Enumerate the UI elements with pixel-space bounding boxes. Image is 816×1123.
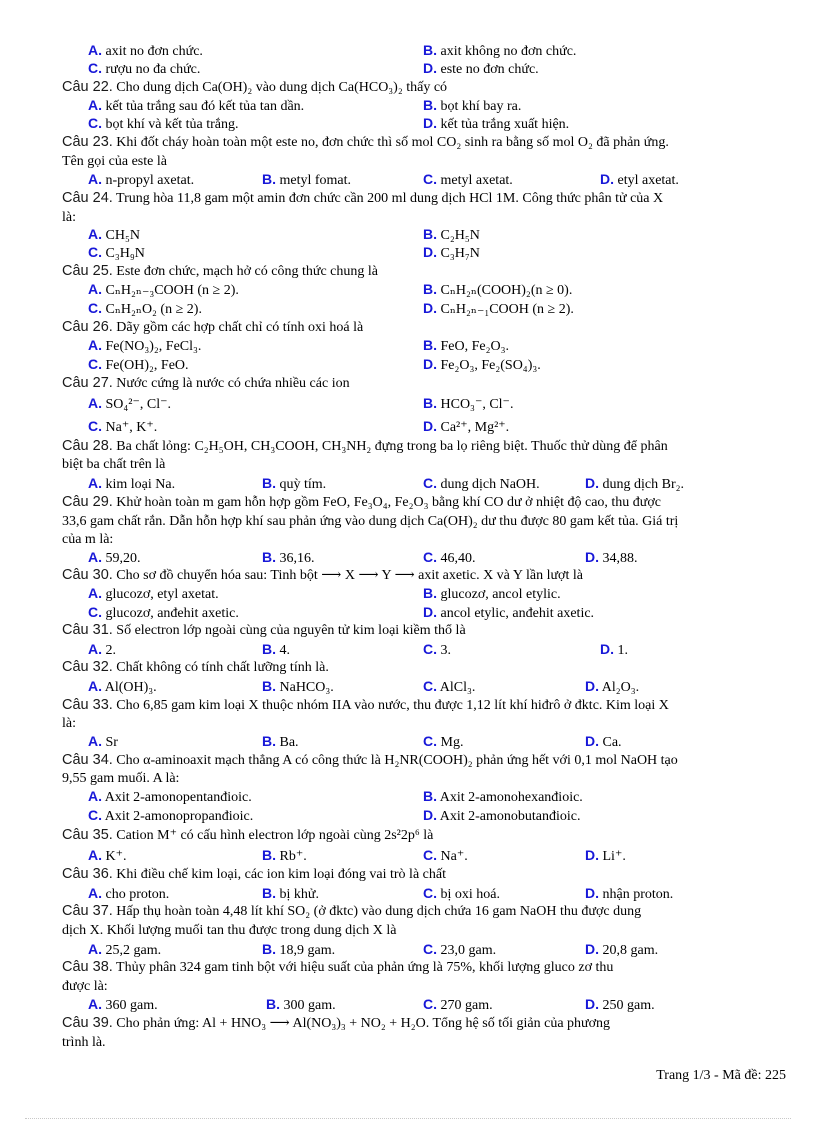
- option-letter: B.: [423, 42, 437, 58]
- answer-option: D. kết tủa trắng xuất hiện.: [423, 115, 570, 132]
- option-letter: A.: [88, 395, 102, 411]
- option-letter: C.: [423, 733, 437, 749]
- option-letter: B.: [423, 337, 437, 353]
- answer-option: D. Ca.: [585, 733, 622, 750]
- option-letter: C.: [423, 475, 437, 491]
- answer-option: A. 25,2 gam.: [88, 941, 162, 958]
- text-line: [0, 806, 816, 825]
- option-letter: A.: [88, 226, 102, 242]
- option-letter: D.: [423, 115, 437, 131]
- question-stem: Câu 33. Cho 6,85 gam kim loại X thuộc nhóm IIA vào nước, thu được 1,12 lít khí hiđrô ở đktc. Kim loại X: [62, 697, 669, 713]
- question-stem: Câu 38. Thủy phân 324 gam tinh bột với hiệu suất của phản ứng là 75%, khối lượng gluco zơ thu: [62, 959, 614, 975]
- text-line: [0, 437, 816, 456]
- page-bottom-border: [25, 1118, 791, 1119]
- question-stem: Câu 29. Khử hoàn toàn m gam hỗn hợp gồm FeO, Fe₃O₄, Fe₂O₃ bằng khí CO dư ở nhiệt độ cao, thu được: [62, 494, 662, 510]
- question-text: 9,55 gam muối. A là:: [62, 771, 180, 786]
- option-letter: A.: [88, 733, 102, 749]
- answer-option: B. C₂H₅N: [423, 226, 480, 243]
- option-letter: A.: [88, 585, 102, 601]
- option-letter: C.: [423, 941, 437, 957]
- question-number: Câu 27.: [62, 375, 113, 391]
- question-number: Câu 26.: [62, 319, 113, 335]
- option-letter: D.: [423, 356, 437, 372]
- text-line: [0, 114, 816, 133]
- answer-option: B. 36,16.: [262, 549, 315, 566]
- text-line: [0, 566, 816, 585]
- option-letter: C.: [88, 244, 102, 260]
- answer-option: D. nhận proton.: [585, 885, 674, 902]
- answer-option: A. Axit 2-amonopentanđioic.: [88, 788, 252, 805]
- answer-option: A. kim loại Na.: [88, 475, 176, 492]
- option-letter: A.: [88, 42, 102, 58]
- text-line: [0, 977, 816, 996]
- option-letter: B.: [262, 847, 276, 863]
- option-letter: B.: [423, 585, 437, 601]
- text-line: [0, 189, 816, 208]
- question-number: Câu 24.: [62, 190, 113, 206]
- question-text: dịch X. Khối lượng muối tan thu được trong dung dịch X là: [62, 923, 397, 938]
- answer-option: C. dung dịch NaOH.: [423, 475, 540, 492]
- answer-option: A. CH₅N: [88, 226, 140, 243]
- question-text: biệt ba chất trên là: [62, 457, 166, 472]
- answer-option: B. 18,9 gam.: [262, 941, 336, 958]
- text-line: [0, 940, 816, 959]
- answer-option: A. K⁺.: [88, 847, 127, 864]
- text-line: [0, 417, 816, 436]
- text-line: [0, 714, 816, 733]
- answer-option: C. CₙH₂ₙO₂ (n ≥ 2).: [88, 300, 202, 317]
- question-number: Câu 35.: [62, 827, 113, 843]
- question-number: Câu 38.: [62, 959, 113, 975]
- answer-option: C. metyl axetat.: [423, 171, 513, 188]
- question-text: trình là.: [62, 1035, 106, 1050]
- text-line: [0, 133, 816, 152]
- option-letter: C.: [423, 549, 437, 565]
- question-stem: Câu 30. Cho sơ đồ chuyển hóa sau: Tinh bột ⟶ X ⟶ Y ⟶ axit axetic. X và Y lần lượt là: [62, 567, 583, 583]
- text-line: [0, 493, 816, 512]
- question-stem: Câu 24. Trung hòa 11,8 gam một amin đơn chức cần 200 ml dung dịch HCl 1M. Công thức phân tử của X: [62, 190, 664, 206]
- option-letter: A.: [88, 996, 102, 1012]
- text-line: [0, 865, 816, 884]
- option-letter: A.: [88, 847, 102, 863]
- answer-option: B. bị khử.: [262, 885, 319, 902]
- option-letter: D.: [600, 171, 614, 187]
- option-letter: D.: [585, 996, 599, 1012]
- answer-option: B. metyl fomat.: [262, 171, 352, 188]
- answer-option: C. Axit 2-amonopropanđioic.: [88, 807, 254, 824]
- text-line: [0, 732, 816, 751]
- answer-option: D. 20,8 gam.: [585, 941, 659, 958]
- question-stem: Câu 34. Cho α-aminoaxit mạch thẳng A có công thức là H₂NR(COOH)₂ phản ứng hết với 0,1 mol NaOH tạo: [62, 752, 678, 768]
- text-line: [0, 374, 816, 393]
- option-letter: C.: [88, 418, 102, 434]
- answer-option: D. este no đơn chức.: [423, 60, 539, 77]
- question-number: Câu 31.: [62, 622, 113, 638]
- question-number: Câu 22.: [62, 79, 113, 95]
- text-line: [0, 958, 816, 977]
- answer-option: D. Fe₂O₃, Fe₂(SO₄)₃.: [423, 356, 541, 373]
- option-letter: B.: [423, 281, 437, 297]
- answer-option: D. etyl axetat.: [600, 171, 679, 188]
- answer-option: A. SO₄²⁻, Cl⁻.: [88, 395, 171, 412]
- option-letter: C.: [88, 604, 102, 620]
- answer-option: B. Axit 2-amonohexanđioic.: [423, 788, 583, 805]
- text-line: [0, 243, 816, 262]
- answer-option: C. Mg.: [423, 733, 464, 750]
- text-line: [0, 394, 816, 413]
- answer-option: B. FeO, Fe₂O₃.: [423, 337, 509, 354]
- answer-option: D. Axit 2-amonobutanđioic.: [423, 807, 581, 824]
- answer-option: B. HCO₃⁻, Cl⁻.: [423, 395, 514, 412]
- option-letter: D.: [585, 549, 599, 565]
- answer-option: B. glucozơ, ancol etylic.: [423, 585, 561, 602]
- answer-option: D. 1.: [600, 641, 628, 658]
- answer-option: B. 300 gam.: [266, 996, 336, 1013]
- text-line: [0, 548, 816, 567]
- question-stem: Câu 25. Este đơn chức, mạch hở có công thức chung là: [62, 263, 378, 279]
- option-letter: C.: [88, 356, 102, 372]
- option-letter: B.: [423, 395, 437, 411]
- text-line: [0, 170, 816, 189]
- text-line: [0, 658, 816, 677]
- answer-option: A. Sr: [88, 733, 118, 750]
- answer-option: C. Fe(OH)₂, FeO.: [88, 356, 189, 373]
- answer-option: A. 2.: [88, 641, 116, 658]
- text-line: [0, 696, 816, 715]
- answer-option: B. CₙH₂ₙ(COOH)₂(n ≥ 0).: [423, 281, 573, 298]
- option-letter: A.: [88, 885, 102, 901]
- answer-option: C. 23,0 gam.: [423, 941, 497, 958]
- answer-option: B. axit không no đơn chức.: [423, 42, 577, 59]
- question-stem: Câu 23. Khi đốt cháy hoàn toàn một este no, đơn chức thì số mol CO₂ sinh ra bằng số mol O₂ đã phản ứng.: [62, 134, 669, 150]
- question-text: được là:: [62, 979, 108, 994]
- text-line: [0, 995, 816, 1014]
- option-letter: A.: [88, 678, 102, 694]
- text-line: [0, 474, 816, 493]
- text-line: [0, 902, 816, 921]
- answer-option: B. bọt khí bay ra.: [423, 97, 522, 114]
- option-letter: B.: [262, 733, 276, 749]
- question-stem: Câu 36. Khi điều chế kim loại, các ion kim loại đóng vai trò là chất: [62, 866, 446, 882]
- option-letter: D.: [585, 847, 599, 863]
- text-line: [0, 59, 816, 78]
- question-stem: Câu 32. Chất không có tính chất lưỡng tính là.: [62, 659, 329, 675]
- option-letter: C.: [423, 847, 437, 863]
- answer-option: D. ancol etylic, anđehit axetic.: [423, 604, 595, 621]
- option-letter: C.: [88, 807, 102, 823]
- question-stem: Câu 37. Hấp thụ hoàn toàn 4,48 lít khí SO₂ (ở đktc) vào dung dịch chứa 16 gam NaOH thu được dung: [62, 903, 642, 919]
- text-line: [0, 1014, 816, 1033]
- option-letter: D.: [423, 418, 437, 434]
- option-letter: A.: [88, 641, 102, 657]
- option-letter: B.: [262, 549, 276, 565]
- answer-option: A. 360 gam.: [88, 996, 158, 1013]
- answer-option: B. quỳ tím.: [262, 475, 327, 492]
- answer-option: A. axit no đơn chức.: [88, 42, 203, 59]
- text-line: [0, 96, 816, 115]
- answer-option: A. Al(OH)₃.: [88, 678, 157, 695]
- option-letter: C.: [88, 300, 102, 316]
- text-line: [0, 640, 816, 659]
- answer-option: C. C₃H₉N: [88, 244, 145, 261]
- option-letter: C.: [423, 678, 437, 694]
- text-line: [0, 152, 816, 171]
- question-text: là:: [62, 716, 76, 731]
- text-line: [0, 826, 816, 845]
- text-line: [0, 677, 816, 696]
- option-letter: B.: [262, 641, 276, 657]
- answer-option: D. dung dịch Br₂.: [585, 475, 684, 492]
- text-line: [0, 455, 816, 474]
- question-number: Câu 34.: [62, 752, 113, 768]
- option-letter: D.: [423, 300, 437, 316]
- text-line: [0, 318, 816, 337]
- question-text: 33,6 gam chất rắn. Dẫn hỗn hợp khí sau phản ứng vào dung dịch Ca(OH)₂ dư thu được 80 gam kết tủa. Giá trị: [62, 514, 679, 529]
- question-stem: Câu 35. Cation M⁺ có cấu hình electron lớp ngoài cùng 2s²2p⁶ là: [62, 827, 434, 843]
- question-stem: Câu 39. Cho phản ứng: Al + HNO₃ ⟶ Al(NO₃)₃ + NO₂ + H₂O. Tổng hệ số tối giản của phương: [62, 1015, 611, 1031]
- question-text: của m là:: [62, 532, 114, 547]
- option-letter: D.: [423, 244, 437, 260]
- option-letter: B.: [266, 996, 280, 1012]
- text-line: [0, 280, 816, 299]
- answer-option: A. CₙH₂ₙ₋₃COOH (n ≥ 2).: [88, 281, 239, 298]
- text-line: [0, 1033, 816, 1052]
- option-letter: D.: [423, 60, 437, 76]
- option-letter: B.: [262, 475, 276, 491]
- answer-option: A. Fe(NO₃)₂, FeCl₃.: [88, 337, 202, 354]
- option-letter: D.: [585, 678, 599, 694]
- text-line: [0, 512, 816, 531]
- answer-option: C. bọt khí và kết tủa trắng.: [88, 115, 239, 132]
- answer-option: D. 34,88.: [585, 549, 638, 566]
- option-letter: D.: [585, 941, 599, 957]
- question-number: Câu 28.: [62, 438, 113, 454]
- question-text: là:: [62, 210, 76, 225]
- option-letter: B.: [423, 97, 437, 113]
- option-letter: D.: [585, 475, 599, 491]
- question-number: Câu 30.: [62, 567, 113, 583]
- question-stem: Câu 31. Số electron lớp ngoài cùng của nguyên tử kim loại kiềm thổ là: [62, 622, 466, 638]
- text-line: [0, 530, 816, 549]
- answer-option: C. Na⁺.: [423, 847, 468, 864]
- answer-option: A. kết tủa trắng sau đó kết tủa tan dần.: [88, 97, 305, 114]
- option-letter: A.: [88, 97, 102, 113]
- text-line: [0, 884, 816, 903]
- option-letter: C.: [88, 60, 102, 76]
- option-letter: D.: [585, 733, 599, 749]
- option-letter: A.: [88, 475, 102, 491]
- question-number: Câu 39.: [62, 1015, 113, 1031]
- answer-option: C. AlCl₃.: [423, 678, 476, 695]
- option-letter: A.: [88, 281, 102, 297]
- text-line: [0, 769, 816, 788]
- text-line: [0, 355, 816, 374]
- question-number: Câu 23.: [62, 134, 113, 150]
- text-line: [0, 921, 816, 940]
- text-line: [0, 336, 816, 355]
- answer-option: C. glucozơ, anđehit axetic.: [88, 604, 239, 621]
- answer-option: B. 4.: [262, 641, 290, 658]
- text-line: [0, 41, 816, 60]
- option-letter: A.: [88, 941, 102, 957]
- answer-option: C. 46,40.: [423, 549, 476, 566]
- answer-option: C. bị oxi hoá.: [423, 885, 500, 902]
- option-letter: B.: [262, 941, 276, 957]
- text-line: [0, 621, 816, 640]
- text-line: [0, 299, 816, 318]
- answer-option: C. rượu no đa chức.: [88, 60, 201, 77]
- option-letter: C.: [423, 641, 437, 657]
- text-line: [0, 787, 816, 806]
- text-line: [0, 584, 816, 603]
- option-letter: B.: [423, 788, 437, 804]
- answer-option: C. 3.: [423, 641, 451, 658]
- question-number: Câu 32.: [62, 659, 113, 675]
- option-letter: A.: [88, 549, 102, 565]
- answer-option: A. 59,20.: [88, 549, 141, 566]
- answer-option: C. Na⁺, K⁺.: [88, 418, 158, 435]
- option-letter: C.: [423, 885, 437, 901]
- option-letter: C.: [423, 171, 437, 187]
- answer-option: D. CₙH₂ₙ₋₁COOH (n ≥ 2).: [423, 300, 574, 317]
- option-letter: C.: [88, 115, 102, 131]
- question-text: Tên gọi của este là: [62, 154, 167, 169]
- page-footer: Trang 1/3 - Mã đề: 225: [656, 1068, 786, 1083]
- answer-option: B. NaHCO₃.: [262, 678, 334, 695]
- question-number: Câu 36.: [62, 866, 113, 882]
- option-letter: D.: [600, 641, 614, 657]
- text-line: [0, 262, 816, 281]
- option-letter: D.: [423, 807, 437, 823]
- text-line: [0, 603, 816, 622]
- option-letter: D.: [585, 885, 599, 901]
- answer-option: A. n-propyl axetat.: [88, 171, 195, 188]
- question-stem: Câu 26. Dãy gồm các hợp chất chỉ có tính oxi hoá là: [62, 319, 364, 335]
- answer-option: D. Li⁺.: [585, 847, 626, 864]
- question-number: Câu 25.: [62, 263, 113, 279]
- text-line: [0, 751, 816, 770]
- question-stem: Câu 28. Ba chất lỏng: C₂H₅OH, CH₃COOH, CH₃NH₂ đựng trong ba lọ riêng biệt. Thuốc thử dùng để phân: [62, 438, 668, 454]
- text-line: [0, 225, 816, 244]
- option-letter: A.: [88, 337, 102, 353]
- option-letter: B.: [262, 678, 276, 694]
- option-letter: B.: [423, 226, 437, 242]
- question-stem: Câu 22. Cho dung dịch Ca(OH)₂ vào dung dịch Ca(HCO₃)₂ thấy có: [62, 79, 448, 95]
- option-letter: B.: [262, 885, 276, 901]
- question-number: Câu 37.: [62, 903, 113, 919]
- question-stem: Câu 27. Nước cứng là nước có chứa nhiều các ion: [62, 375, 350, 391]
- option-letter: C.: [423, 996, 437, 1012]
- answer-option: D. Ca²⁺, Mg²⁺.: [423, 418, 510, 435]
- answer-option: D. C₃H₇N: [423, 244, 480, 261]
- answer-option: D. 250 gam.: [585, 996, 655, 1013]
- option-letter: A.: [88, 788, 102, 804]
- text-line: [0, 846, 816, 865]
- answer-option: B. Rb⁺.: [262, 847, 307, 864]
- option-letter: D.: [423, 604, 437, 620]
- option-letter: A.: [88, 171, 102, 187]
- answer-option: D. Al₂O₃.: [585, 678, 640, 695]
- option-letter: B.: [262, 171, 276, 187]
- answer-option: A. glucozơ, etyl axetat.: [88, 585, 219, 602]
- question-number: Câu 33.: [62, 697, 113, 713]
- answer-option: B. Ba.: [262, 733, 299, 750]
- text-line: [0, 78, 816, 97]
- answer-option: A. cho proton.: [88, 885, 170, 902]
- answer-option: C. 270 gam.: [423, 996, 493, 1013]
- question-number: Câu 29.: [62, 494, 113, 510]
